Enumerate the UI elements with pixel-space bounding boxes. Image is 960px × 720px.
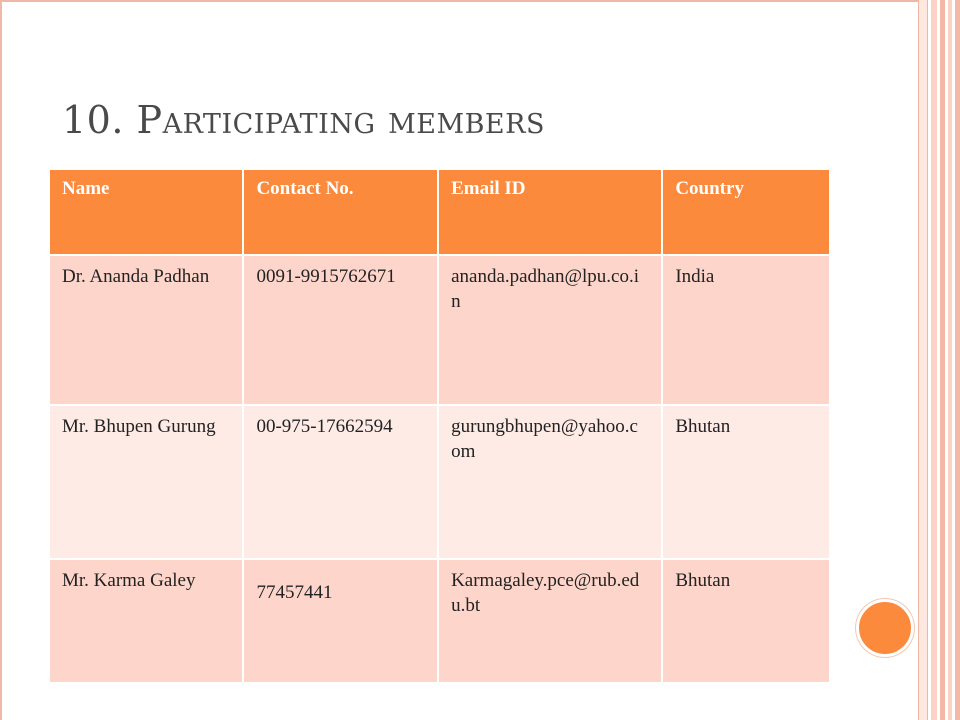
header-contact: Contact No. xyxy=(243,169,438,255)
cell-name: Mr. Bhupen Gurung xyxy=(49,405,243,559)
decor-stripe xyxy=(918,0,928,720)
decor-stripe xyxy=(940,0,945,720)
header-email: Email ID xyxy=(438,169,662,255)
cell-contact-wrapper xyxy=(243,559,438,683)
members-table xyxy=(48,168,831,684)
table-header-row xyxy=(49,169,830,255)
decor-circle xyxy=(856,599,914,657)
cell-email: gurungbhupen@yahoo.com xyxy=(438,405,662,559)
decor-stripe xyxy=(955,0,960,720)
cell-country: India xyxy=(662,255,830,405)
cell-contact: 77457441 xyxy=(256,582,333,603)
cell-country: Bhutan xyxy=(662,559,830,683)
cell-name: Mr. Karma Galey xyxy=(49,559,243,683)
cell-email: ananda.padhan@lpu.co.in xyxy=(438,255,662,405)
decor-stripe xyxy=(931,0,937,720)
table-row xyxy=(49,559,830,683)
header-name: Name xyxy=(49,169,243,255)
cell-contact: 0091-9915762671 xyxy=(243,255,438,405)
cell-contact: 00-975-17662594 xyxy=(243,405,438,559)
header-country: Country xyxy=(662,169,830,255)
cell-email: Karmagaley.pce@rub.edu.bt xyxy=(438,559,662,683)
decor-stripe xyxy=(948,0,952,720)
cell-country: Bhutan xyxy=(662,405,830,559)
cell-name: Dr. Ananda Padhan xyxy=(49,255,243,405)
table-row xyxy=(49,405,830,559)
slide-title: 10. Participating members xyxy=(62,98,545,142)
table-row xyxy=(49,255,830,405)
